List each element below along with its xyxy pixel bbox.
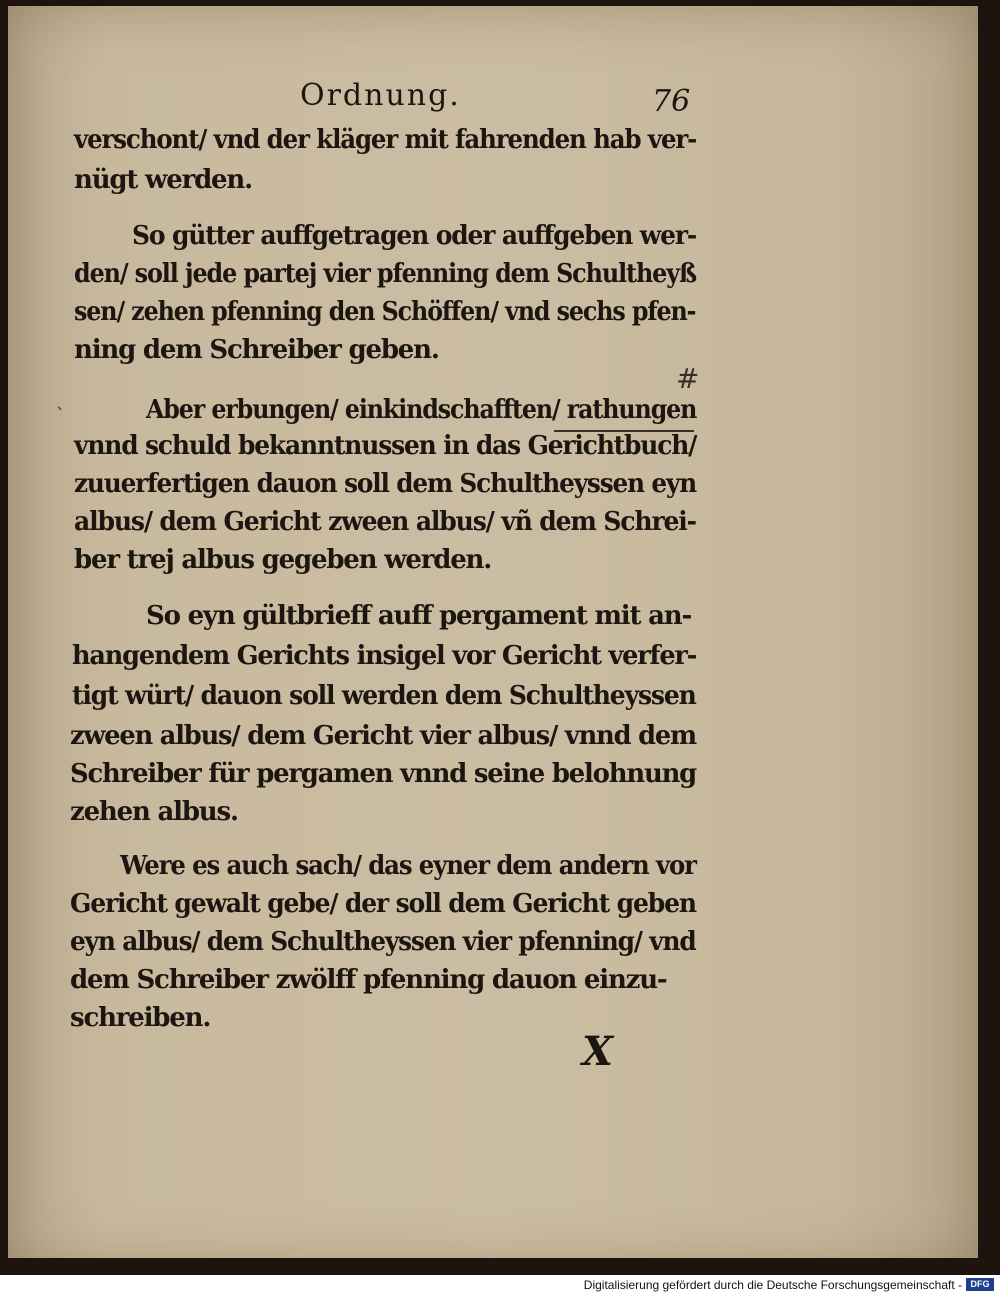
signature-mark: X — [582, 1028, 614, 1075]
text-line: So eyn gültbrieff auff pergament mit an- — [146, 601, 692, 631]
text-line: hangendem Gerichts insigel vor Gericht verfer- — [72, 641, 697, 671]
text-line: ning dem Schreiber geben. — [74, 335, 439, 365]
text-line: schreiben. — [70, 1003, 211, 1033]
page-number: 76 — [652, 84, 691, 119]
text-line: zehen albus. — [70, 797, 238, 827]
text-line: zuuerfertigen dauon soll dem Schultheyssen eyn — [74, 469, 697, 499]
text-line: verschont/ vnd der kläger mit fahrenden hab ver- — [74, 125, 697, 155]
margin-annotation-hash: # — [676, 362, 700, 395]
text-line: nügt werden. — [74, 165, 252, 195]
dfg-logo[interactable]: DFG — [966, 1278, 994, 1291]
text-line: ber trej albus gegeben werden. — [74, 545, 492, 575]
text-line: sen/ zehen pfenning den Schöffen/ vnd sechs pfen- — [74, 297, 696, 327]
text-line: den/ soll jede partej vier pfenning dem Schultheyß — [74, 259, 697, 289]
text-line: eyn albus/ dem Schultheyssen vier pfenning/ vnd — [70, 927, 696, 957]
running-head: Ordnung. — [300, 78, 461, 113]
text-line: So gütter auffgetragen oder auffgeben wer- — [132, 221, 697, 251]
margin-annotation-tick: ˎ — [56, 390, 65, 411]
footer-credit: Digitalisierung gefördert durch die Deutsche Forschungsgemeinschaft - — [583, 1278, 962, 1292]
text-line: zween albus/ dem Gericht vier albus/ vnnd dem — [70, 721, 696, 751]
text-line: Aber erbungen/ einkindschafften/ rathungen — [146, 395, 697, 425]
text-line: dem Schreiber zwölff pfenning dauon einzu- — [70, 965, 667, 995]
footer-bar — [0, 1275, 1000, 1295]
text-line: vnnd schuld bekanntnussen in das Gerichtbuch/ — [74, 431, 697, 461]
text-line: Gericht gewalt gebe/ der soll dem Gericht geben — [70, 889, 696, 919]
book-page — [8, 6, 978, 1270]
text-line: tigt würt/ dauon soll werden dem Schultheyssen — [72, 681, 696, 711]
text-line: Schreiber für pergamen vnnd seine belohnung — [70, 759, 697, 789]
scan-bottom-edge — [0, 1258, 1000, 1275]
text-line: albus/ dem Gericht zween albus/ vñ dem Schrei- — [74, 507, 696, 537]
text-line: Were es auch sach/ das eyner dem andern vor — [120, 851, 696, 881]
